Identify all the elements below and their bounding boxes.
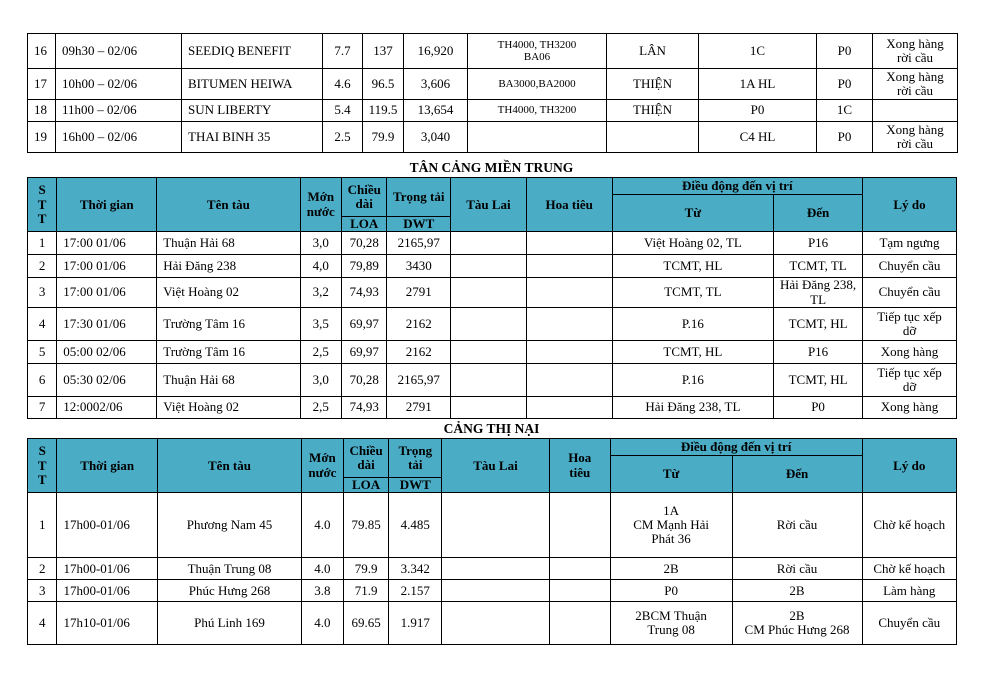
cell-to: Hải Đăng 238, TL xyxy=(774,278,863,308)
cell-from: P.16 xyxy=(612,363,774,396)
cell-from: TCMT, HL xyxy=(612,340,774,363)
cell-time: 17:30 01/06 xyxy=(57,307,157,340)
cell-stt: 19 xyxy=(28,122,56,153)
tcmt-table xyxy=(27,177,957,419)
cell-stt: 1 xyxy=(28,232,57,255)
table-row xyxy=(28,340,957,363)
cell-draft: 3,5 xyxy=(300,307,341,340)
header-reason: Lý do xyxy=(862,439,957,493)
cell-pilot: THIỆN xyxy=(607,69,699,100)
table-row xyxy=(28,34,958,69)
cell-dwt: 2.157 xyxy=(389,580,442,602)
cell-loa: 96.5 xyxy=(363,69,404,100)
table-row xyxy=(28,122,958,153)
cell-draft: 4.0 xyxy=(302,558,344,580)
header-draft: Mớn nước xyxy=(302,439,344,493)
cell-draft: 3.8 xyxy=(302,580,344,602)
cell-loa: 74,93 xyxy=(342,396,387,418)
cell-from: 1A HL xyxy=(699,69,817,100)
header-loa-sub: LOA xyxy=(343,478,389,493)
cell-to: P0 xyxy=(817,69,873,100)
header-loa-sub: LOA xyxy=(342,217,387,232)
cell-draft: 3,0 xyxy=(300,363,341,396)
cell-dwt: 16,920 xyxy=(404,34,468,69)
cell-time: 17h00-01/06 xyxy=(57,580,158,602)
cell-stt: 2 xyxy=(28,558,57,580)
cell-name: Phương Nam 45 xyxy=(157,493,301,558)
cell-dwt: 2162 xyxy=(387,340,451,363)
cell-time: 17h00-01/06 xyxy=(57,558,158,580)
cell-pilot xyxy=(607,122,699,153)
cell-tug xyxy=(451,307,527,340)
cell-from: 2B xyxy=(610,558,732,580)
cell-from: 2BCM Thuận Trung 08 xyxy=(610,602,732,645)
cell-time: 05:00 02/06 xyxy=(57,340,157,363)
cell-reason: Xong hàng xyxy=(863,340,957,363)
header-move: Điều động đến vị trí xyxy=(612,178,862,195)
cell-loa: 71.9 xyxy=(343,580,389,602)
cell-reason: Tiếp tục xếp dỡ xyxy=(863,363,957,396)
header-name: Tên tàu xyxy=(157,178,300,232)
cell-tug: TH4000, TH3200 BA06 xyxy=(468,34,607,69)
cell-to: P0 xyxy=(817,122,873,153)
cell-time: 05:30 02/06 xyxy=(57,363,157,396)
cell-dwt: 2165,97 xyxy=(387,232,451,255)
cell-from: P0 xyxy=(610,580,732,602)
cell-loa: 74,93 xyxy=(342,278,387,308)
cell-draft: 4,0 xyxy=(300,255,341,278)
cell-dwt: 3.342 xyxy=(389,558,442,580)
cell-from: TCMT, TL xyxy=(612,278,774,308)
table-row xyxy=(28,602,957,645)
header-to: Đến xyxy=(774,195,863,232)
cell-to: P16 xyxy=(774,340,863,363)
cell-tug: TH4000, TH3200 xyxy=(468,100,607,122)
cell-tug xyxy=(468,122,607,153)
cell-pilot: THIỆN xyxy=(607,100,699,122)
cell-name: Phú Linh 169 xyxy=(157,602,301,645)
header-draft: Mớn nước xyxy=(300,178,341,232)
cell-time: 11h00 – 02/06 xyxy=(56,100,182,122)
header-tug: Tàu Lai xyxy=(442,439,550,493)
cell-loa: 70,28 xyxy=(342,363,387,396)
cell-loa: 69.65 xyxy=(343,602,389,645)
cell-reason: Xong hàng rời cầu xyxy=(873,69,958,100)
header-to: Đến xyxy=(732,456,862,493)
header-dwt: Trọng tải xyxy=(389,439,442,478)
cell-time: 17:00 01/06 xyxy=(57,255,157,278)
cell-name: Thuận Hải 68 xyxy=(157,232,300,255)
cell-reason xyxy=(873,100,958,122)
cell-stt: 1 xyxy=(28,493,57,558)
cell-reason: Chuyển cầu xyxy=(863,255,957,278)
cell-stt: 6 xyxy=(28,363,57,396)
cell-loa: 79.9 xyxy=(363,122,404,153)
cell-tug xyxy=(442,558,550,580)
cell-name: Hải Đăng 238 xyxy=(157,255,300,278)
cell-to: 2B CM Phúc Hưng 268 xyxy=(732,602,862,645)
cell-reason: Xong hàng rời cầu xyxy=(873,122,958,153)
table-row xyxy=(28,69,958,100)
cell-from: TCMT, HL xyxy=(612,255,774,278)
cell-dwt: 4.485 xyxy=(389,493,442,558)
table-row xyxy=(28,580,957,602)
cell-to: TCMT, TL xyxy=(774,255,863,278)
cell-to: P0 xyxy=(817,34,873,69)
section-title-tcmt: TÂN CẢNG MIỀN TRUNG xyxy=(409,160,574,175)
cell-pilot xyxy=(549,558,610,580)
cell-pilot xyxy=(549,602,610,645)
cell-to: Rời cầu xyxy=(732,558,862,580)
cell-stt: 4 xyxy=(28,307,57,340)
cell-dwt: 3430 xyxy=(387,255,451,278)
cell-from: Việt Hoàng 02, TL xyxy=(612,232,774,255)
table-row xyxy=(28,100,958,122)
cell-tug xyxy=(451,396,527,418)
cell-to: 2B xyxy=(732,580,862,602)
cell-time: 16h00 – 02/06 xyxy=(56,122,182,153)
cell-loa: 70,28 xyxy=(342,232,387,255)
cell-dwt: 13,654 xyxy=(404,100,468,122)
header-loa: Chiều dài xyxy=(343,439,389,478)
cell-loa: 79.9 xyxy=(343,558,389,580)
cell-reason: Chuyển cầu xyxy=(862,602,957,645)
cell-reason: Làm hàng xyxy=(862,580,957,602)
cell-time: 10h00 – 02/06 xyxy=(56,69,182,100)
cell-tug: BA3000,BA2000 xyxy=(468,69,607,100)
cell-name: BITUMEN HEIWA xyxy=(182,69,323,100)
cell-to: P16 xyxy=(774,232,863,255)
cell-dwt: 3,606 xyxy=(404,69,468,100)
cell-tug xyxy=(442,602,550,645)
cell-pilot xyxy=(526,307,612,340)
cell-from: 1C xyxy=(699,34,817,69)
cell-pilot xyxy=(526,340,612,363)
cell-stt: 3 xyxy=(28,278,57,308)
cell-from: P.16 xyxy=(612,307,774,340)
table-row xyxy=(28,255,957,278)
cell-loa: 79.85 xyxy=(343,493,389,558)
cell-reason: Chờ kế hoạch xyxy=(862,558,957,580)
cell-time: 12:0002/06 xyxy=(57,396,157,418)
header-stt: S T T xyxy=(28,178,57,232)
cell-time: 17h00-01/06 xyxy=(57,493,158,558)
cell-loa: 137 xyxy=(363,34,404,69)
header-dwt-sub: DWT xyxy=(387,217,451,232)
cell-reason: Tiếp tục xếp dỡ xyxy=(863,307,957,340)
header-loa: Chiều dài xyxy=(342,178,387,217)
cell-tug xyxy=(442,580,550,602)
cell-draft: 2.5 xyxy=(323,122,363,153)
table-row xyxy=(28,558,957,580)
cell-name: Việt Hoàng 02 xyxy=(157,278,300,308)
thinai-table xyxy=(27,438,957,645)
table-row xyxy=(28,396,957,418)
header-time: Thời gian xyxy=(57,439,158,493)
cell-stt: 7 xyxy=(28,396,57,418)
cell-loa: 79,89 xyxy=(342,255,387,278)
header-from: Từ xyxy=(612,195,774,232)
cell-loa: 69,97 xyxy=(342,307,387,340)
cell-reason: Chuyển cầu xyxy=(863,278,957,308)
header-pilot: Hoa tiêu xyxy=(549,439,610,493)
cell-tug xyxy=(451,255,527,278)
header-dwt-sub: DWT xyxy=(389,478,442,493)
cell-name: Trường Tâm 16 xyxy=(157,307,300,340)
cell-stt: 18 xyxy=(28,100,56,122)
cell-reason: Xong hàng xyxy=(863,396,957,418)
cell-tug xyxy=(451,278,527,308)
cell-name: THAI BINH 35 xyxy=(182,122,323,153)
cell-pilot xyxy=(549,580,610,602)
cell-stt: 3 xyxy=(28,580,57,602)
cell-from: 1A CM Mạnh Hải Phát 36 xyxy=(610,493,732,558)
cell-dwt: 1.917 xyxy=(389,602,442,645)
cell-dwt: 3,040 xyxy=(404,122,468,153)
cell-time: 17h10-01/06 xyxy=(57,602,158,645)
cell-stt: 4 xyxy=(28,602,57,645)
cell-from: C4 HL xyxy=(699,122,817,153)
cell-name: Phúc Hưng 268 xyxy=(157,580,301,602)
table-row xyxy=(28,232,957,255)
header-name: Tên tàu xyxy=(157,439,301,493)
cell-to: P0 xyxy=(774,396,863,418)
cell-dwt: 2165,97 xyxy=(387,363,451,396)
cell-stt: 2 xyxy=(28,255,57,278)
cell-name: SUN LIBERTY xyxy=(182,100,323,122)
cell-dwt: 2791 xyxy=(387,396,451,418)
cell-name: Việt Hoàng 02 xyxy=(157,396,300,418)
cell-time: 17:00 01/06 xyxy=(57,278,157,308)
cell-dwt: 2791 xyxy=(387,278,451,308)
top-table xyxy=(27,33,958,153)
header-tug: Tàu Lai xyxy=(451,178,527,232)
cell-loa: 119.5 xyxy=(363,100,404,122)
cell-pilot xyxy=(549,493,610,558)
cell-reason: Tạm ngưng xyxy=(863,232,957,255)
cell-tug xyxy=(442,493,550,558)
cell-draft: 4.0 xyxy=(302,602,344,645)
header-time: Thời gian xyxy=(57,178,157,232)
cell-to: 1C xyxy=(817,100,873,122)
cell-pilot xyxy=(526,278,612,308)
cell-pilot xyxy=(526,396,612,418)
cell-pilot: LÂN xyxy=(607,34,699,69)
cell-draft: 2,5 xyxy=(300,340,341,363)
header-reason: Lý do xyxy=(863,178,957,232)
cell-draft: 3,2 xyxy=(300,278,341,308)
table-row xyxy=(28,493,957,558)
cell-to: Rời cầu xyxy=(732,493,862,558)
header-move: Điều động đến vị trí xyxy=(610,439,862,456)
cell-pilot xyxy=(526,232,612,255)
cell-stt: 16 xyxy=(28,34,56,69)
cell-pilot xyxy=(526,255,612,278)
cell-draft: 5.4 xyxy=(323,100,363,122)
header-pilot: Hoa tiêu xyxy=(526,178,612,232)
cell-to: TCMT, HL xyxy=(774,363,863,396)
cell-draft: 7.7 xyxy=(323,34,363,69)
cell-tug xyxy=(451,363,527,396)
table-row xyxy=(28,307,957,340)
cell-name: SEEDIQ BENEFIT xyxy=(182,34,323,69)
cell-from: P0 xyxy=(699,100,817,122)
header-from: Từ xyxy=(610,456,732,493)
cell-stt: 5 xyxy=(28,340,57,363)
cell-reason: Xong hàng rời cầu xyxy=(873,34,958,69)
cell-draft: 4.0 xyxy=(302,493,344,558)
cell-loa: 69,97 xyxy=(342,340,387,363)
cell-from: Hải Đăng 238, TL xyxy=(612,396,774,418)
cell-draft: 4.6 xyxy=(323,69,363,100)
cell-name: Trường Tâm 16 xyxy=(157,340,300,363)
table-row xyxy=(28,363,957,396)
cell-dwt: 2162 xyxy=(387,307,451,340)
cell-draft: 3,0 xyxy=(300,232,341,255)
cell-draft: 2,5 xyxy=(300,396,341,418)
cell-name: Thuận Trung 08 xyxy=(157,558,301,580)
cell-time: 09h30 – 02/06 xyxy=(56,34,182,69)
cell-pilot xyxy=(526,363,612,396)
cell-tug xyxy=(451,340,527,363)
cell-reason: Chờ kế hoạch xyxy=(862,493,957,558)
cell-name: Thuận Hải 68 xyxy=(157,363,300,396)
cell-to: TCMT, HL xyxy=(774,307,863,340)
header-dwt: Trọng tải xyxy=(387,178,451,217)
table-row xyxy=(28,278,957,308)
cell-time: 17:00 01/06 xyxy=(57,232,157,255)
header-stt: S T T xyxy=(28,439,57,493)
section-title-thinai: CẢNG THỊ NẠI xyxy=(443,421,540,436)
cell-tug xyxy=(451,232,527,255)
cell-stt: 17 xyxy=(28,69,56,100)
